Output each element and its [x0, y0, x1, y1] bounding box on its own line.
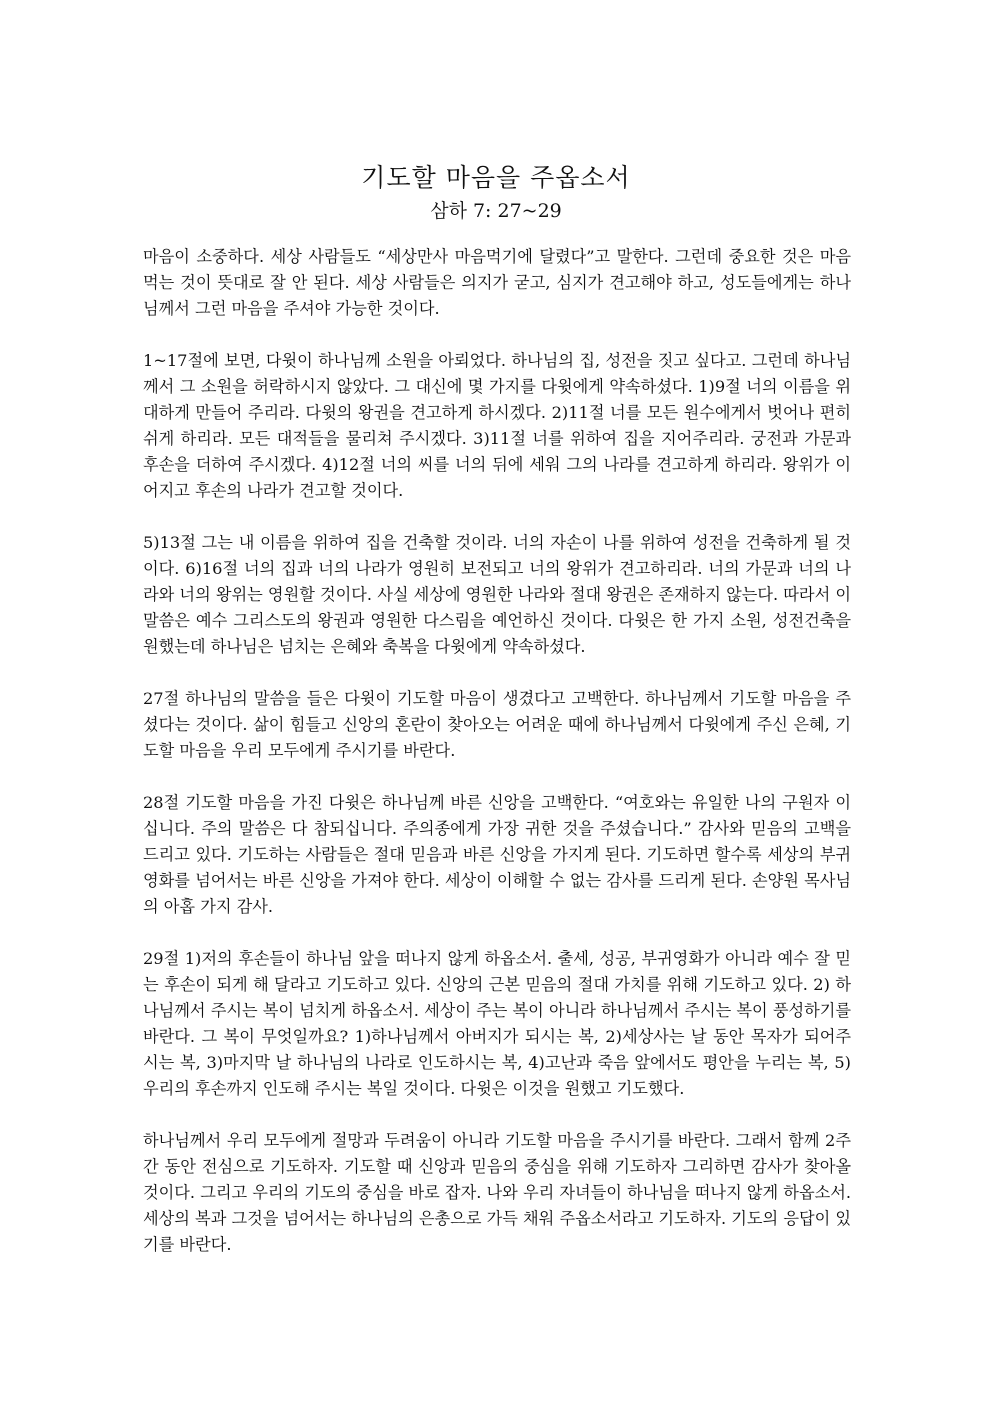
paragraph-2: 1~17절에 보면, 다윗이 하나님께 소원을 아뢰었다. 하나님의 집, 성전을 짓고 싶다고. 그런데 하나님께서 그 소원을 허락하시지 않았다. 그 대신에 몇 가지를 다윗에게 약속하셨다. 1)9절 너의 이름을 위대하게 만들어 주리라. 다윗의 왕권을 견고하게 하시겠다. 2)11절 너를 모든 원수에게서 벗어나 편히 쉬게 하리라. 모든 대적들을 물리쳐 주시겠다. 3)11절 너를 위하여 집을 지어주리라. 궁전과 가문과 후손을 더하여 주시겠다. 4)12절 너의 씨를 너의 뒤에 세워 그의 나라를 견고하게 하리라. 왕위가 이어지고 후손의 나라가 견고할 것이다.	[143, 351, 851, 500]
paragraph-6: 29절 1)저의 후손들이 하나님 앞을 떠나지 않게 하옵소서. 출세, 성공, 부귀영화가 아니라 예수 잘 믿는 후손이 되게 해 달라고 기도하고 있다. 신앙의 근본 믿음의 절대 가치를 위해 기도하고 있다. 2) 하나님께서 주시는 복이 넘치게 하옵소서. 세상이 주는 복이 아니라 하나님께서 주시는 복이 풍성하기를 바란다. 그 복이 무엇일까요? 1)하나님께서 아버지가 되시는 복, 2)세상사는 날 동안 목자가 되어주시는 복, 3)마지막 날 하나님의 나라로 인도하시는 복, 4)고난과 죽음 앞에서도 평안을 누리는 복, 5)우리의 후손까지 인도해 주시는 복일 것이다. 다윗은 이것을 원했고 기도했다.	[143, 949, 852, 1098]
paragraph-4: 27절 하나님의 말씀을 들은 다윗이 기도할 마음이 생겼다고 고백한다. 하나님께서 기도할 마음을 주셨다는 것이다. 삶이 힘들고 신앙의 혼란이 찾아오는 어려운 때에 하나님께서 다윗에게 주신 은혜, 기도할 마음을 우리 모두에게 주시기를 바란다.	[143, 689, 851, 760]
document-body	[143, 244, 851, 1284]
paragraph-7: 하나님께서 우리 모두에게 절망과 두려움이 아니라 기도할 마음을 주시기를 바란다. 그래서 함께 2주간 동안 전심으로 기도하자. 기도할 때 신앙과 믿음의 중심을 위해 기도하자 그리하면 감사가 찾아올 것이다. 그리고 우리의 기도의 중심을 바로 잡자. 나와 우리 자녀들이 하나님을 떠나지 않게 하옵소서. 세상의 복과 그것을 넘어서는 하나님의 은총으로 가득 채워 주옵소서라고 기도하자. 기도의 응답이 있기를 바란다.	[143, 1131, 852, 1254]
paragraph-5: 28절 기도할 마음을 가진 다윗은 하나님께 바른 신앙을 고백한다. “여호와는 유일한 나의 구원자 이십니다. 주의 말씀은 다 참되십니다. 주의종에게 가장 귀한 것을 주셨습니다.” 감사와 믿음의 고백을 드리고 있다. 기도하는 사람들은 절대 믿음과 바른 신앙을 가지게 된다. 기도하면 할수록 세상의 부귀영화를 넘어서는 바른 신앙을 가져야 한다. 세상이 이해할 수 없는 감사를 드리게 된다. 손양원 목사님의 아홉 가지 감사.	[143, 793, 851, 916]
document-title: 기도할 마음을 주옵소서	[361, 163, 631, 192]
scripture-reference: 삼하 7: 27~29	[430, 200, 562, 222]
title-block	[0, 160, 992, 226]
paragraph-1: 마음이 소중하다. 세상 사람들도 “세상만사 마음먹기에 달렸다”고 말한다. 그런데 중요한 것은 마음먹는 것이 뜻대로 잘 안 된다. 세상 사람들은 의지가 굳고, 심지가 견고해야 하고, 성도들에게는 하나님께서 그런 마음을 주셔야 가능한 것이다.	[143, 247, 851, 318]
paragraph-3: 5)13절 그는 내 이름을 위하여 집을 건축할 것이라. 너의 자손이 나를 위하여 성전을 건축하게 될 것이다. 6)16절 너의 집과 너의 나라가 영원히 보전되고 너의 왕위가 견고하리라. 너의 가문과 너의 나라와 너의 왕위는 영원할 것이다. 사실 세상에 영원한 나라와 절대 왕권은 존재하지 않는다. 따라서 이 말씀은 예수 그리스도의 왕권과 영원한 다스림을 예언하신 것이다. 다윗은 한 가지 소원, 성전건축을 원했는데 하나님은 넘치는 은혜와 축복을 다윗에게 약속하셨다.	[143, 533, 851, 656]
